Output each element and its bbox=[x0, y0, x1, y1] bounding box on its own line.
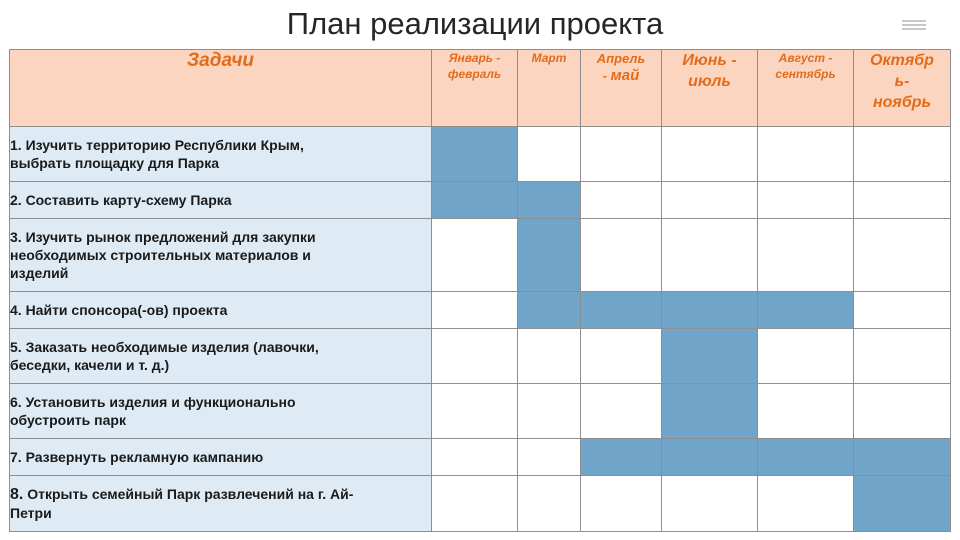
hamburger-menu-icon[interactable] bbox=[902, 20, 926, 32]
task-label-line: 2. Составить карту-схему Парка bbox=[10, 192, 232, 208]
task-label-line: беседки, качели и т. д.) bbox=[10, 357, 170, 373]
schedule-cell bbox=[581, 329, 662, 384]
task-label bbox=[10, 476, 432, 532]
schedule-cell bbox=[581, 384, 662, 439]
schedule-cell bbox=[854, 384, 951, 439]
schedule-cell-active bbox=[854, 439, 951, 476]
schedule-cell bbox=[854, 127, 951, 182]
schedule-cell bbox=[432, 476, 518, 532]
schedule-cell bbox=[662, 182, 758, 219]
task-label-line: выбрать площадку для Парка bbox=[10, 155, 219, 171]
task-label-line: Петри bbox=[10, 505, 52, 521]
schedule-cell-active bbox=[518, 219, 581, 292]
task-label bbox=[10, 329, 432, 384]
schedule-cell bbox=[854, 292, 951, 329]
schedule-cell bbox=[581, 219, 662, 292]
header-tasks: Задачи bbox=[10, 50, 432, 127]
schedule-cell-active bbox=[662, 329, 758, 384]
schedule-cell-active bbox=[432, 182, 518, 219]
schedule-cell bbox=[581, 476, 662, 532]
schedule-cell bbox=[432, 292, 518, 329]
task-row bbox=[10, 384, 951, 439]
task-label-line: необходимых строительных материалов и bbox=[10, 247, 311, 263]
page-title: План реализации проекта bbox=[286, 6, 664, 41]
header-apr-may bbox=[581, 50, 662, 127]
task-label bbox=[10, 439, 432, 476]
schedule-cell bbox=[854, 329, 951, 384]
task-row bbox=[10, 292, 951, 329]
header-mar-label: Март bbox=[531, 51, 567, 65]
schedule-cell bbox=[758, 219, 854, 292]
header-jun-jul-line1: Июнь - bbox=[682, 52, 737, 69]
header-aug-sep bbox=[758, 50, 854, 127]
schedule-cell-active bbox=[581, 439, 662, 476]
task-label bbox=[10, 292, 432, 329]
header-aug-sep-line2: сентябрь bbox=[775, 67, 836, 81]
schedule-cell bbox=[432, 384, 518, 439]
schedule-cell-active bbox=[518, 182, 581, 219]
header-aug-sep-line1: Август - bbox=[778, 51, 833, 65]
header-jun-jul bbox=[662, 50, 758, 127]
header-apr-may-line2 bbox=[581, 67, 661, 84]
task-label-line: обустроить парк bbox=[10, 412, 126, 428]
schedule-cell-active bbox=[662, 384, 758, 439]
schedule-cell-active bbox=[758, 439, 854, 476]
task-row bbox=[10, 476, 951, 532]
schedule-cell bbox=[518, 384, 581, 439]
schedule-cell bbox=[854, 219, 951, 292]
schedule-cell bbox=[518, 439, 581, 476]
task-label-line: 7. Развернуть рекламную кампанию bbox=[10, 449, 264, 465]
schedule-cell-active bbox=[854, 476, 951, 532]
schedule-cell bbox=[758, 476, 854, 532]
schedule-cell-active bbox=[662, 439, 758, 476]
header-row bbox=[10, 50, 951, 127]
schedule-cell bbox=[758, 127, 854, 182]
schedule-cell bbox=[432, 219, 518, 292]
task-label-text: Открыть семейный Парк развлечений на г. Ай- bbox=[23, 486, 354, 502]
schedule-cell bbox=[581, 127, 662, 182]
schedule-cell bbox=[758, 384, 854, 439]
schedule-cell bbox=[662, 219, 758, 292]
task-label-line: 5. Заказать необходимые изделия (лавочки, bbox=[10, 339, 319, 355]
schedule-cell bbox=[518, 127, 581, 182]
header-oct-nov-line1: Октябр bbox=[870, 52, 934, 69]
schedule-cell bbox=[758, 329, 854, 384]
header-jun-jul-line2: июль bbox=[688, 73, 731, 90]
schedule-cell bbox=[432, 439, 518, 476]
schedule-cell-active bbox=[758, 292, 854, 329]
schedule-cell bbox=[758, 182, 854, 219]
task-label bbox=[10, 182, 432, 219]
task-row bbox=[10, 329, 951, 384]
task-label bbox=[10, 219, 432, 292]
task-label-line bbox=[10, 485, 431, 504]
schedule-cell-active bbox=[662, 292, 758, 329]
task-row bbox=[10, 219, 951, 292]
schedule-cell bbox=[854, 182, 951, 219]
task-row bbox=[10, 182, 951, 219]
header-apr-may-line1: Апрель bbox=[596, 51, 646, 66]
task-row bbox=[10, 127, 951, 182]
schedule-cell bbox=[662, 127, 758, 182]
task-label-line: 6. Установить изделия и функционально bbox=[10, 394, 296, 410]
gantt-table bbox=[9, 49, 951, 532]
header-jan-feb-line1: Январь - bbox=[448, 51, 501, 65]
header-jan-feb bbox=[432, 50, 518, 127]
task-label-line: изделий bbox=[10, 265, 69, 281]
header-jan-feb-line2: февраль bbox=[447, 67, 502, 81]
schedule-cell bbox=[662, 476, 758, 532]
task-label-line: 4. Найти спонсора(-ов) проекта bbox=[10, 302, 228, 318]
schedule-cell-active bbox=[432, 127, 518, 182]
task-label bbox=[10, 384, 432, 439]
task-label-line: 1. Изучить территорию Республики Крым, bbox=[10, 137, 304, 153]
schedule-cell-active bbox=[581, 292, 662, 329]
header-apr-may-big: май bbox=[610, 67, 640, 84]
header-mar bbox=[518, 50, 581, 127]
task-label-line: 3. Изучить рынок предложений для закупки bbox=[10, 229, 316, 245]
task-label bbox=[10, 127, 432, 182]
schedule-cell bbox=[432, 329, 518, 384]
header-oct-nov bbox=[854, 50, 951, 127]
schedule-cell bbox=[518, 329, 581, 384]
header-oct-nov-line2: ь- bbox=[894, 73, 910, 90]
schedule-cell bbox=[518, 476, 581, 532]
header-apr-may-prefix: - bbox=[602, 68, 611, 83]
schedule-cell-active bbox=[518, 292, 581, 329]
task-number: 8. bbox=[10, 486, 24, 503]
task-row bbox=[10, 439, 951, 476]
header-oct-nov-line3: ноябрь bbox=[872, 94, 932, 111]
schedule-cell bbox=[581, 182, 662, 219]
